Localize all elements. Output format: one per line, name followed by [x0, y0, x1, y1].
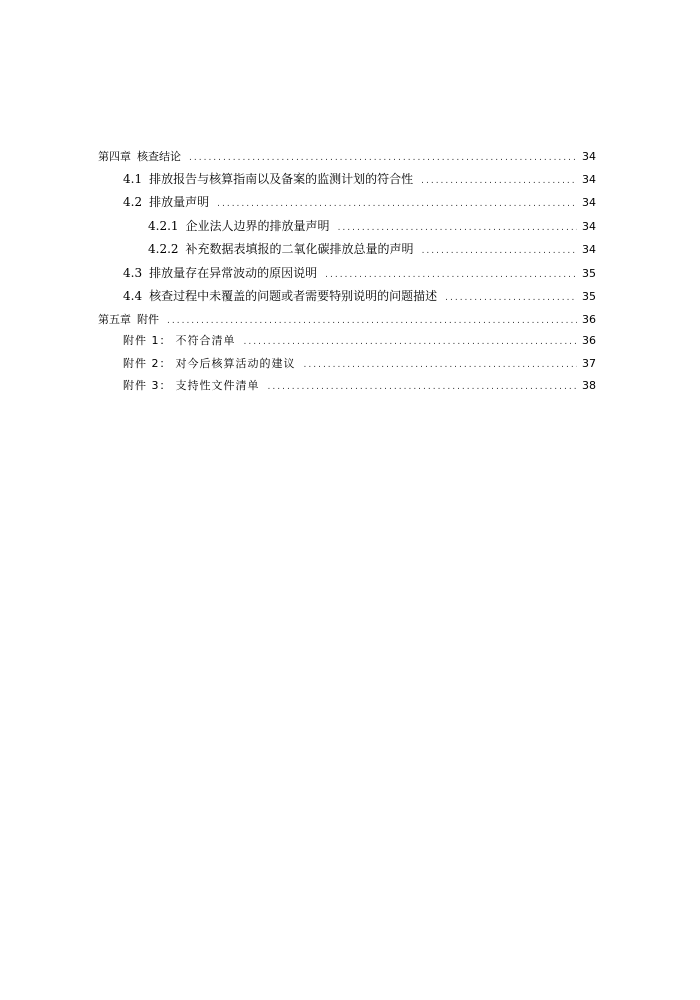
toc-leader-dots — [167, 316, 577, 326]
toc-section-number: 4.2 — [123, 195, 143, 209]
toc-entry-appendix-1[interactable] — [98, 332, 596, 355]
toc-entry-title: 不符合清单 — [175, 334, 236, 347]
toc-leader-dots — [325, 270, 577, 280]
toc-appendix-label: 附件 3： — [123, 379, 172, 392]
toc-entry-title: 排放量声明 — [149, 195, 210, 209]
toc-entry-chapter-4[interactable] — [98, 148, 596, 170]
toc-leader-dots — [217, 199, 577, 209]
toc-leader-dots — [244, 337, 578, 347]
toc-page-number: 35 — [582, 290, 596, 303]
toc-page-number: 34 — [582, 150, 596, 163]
toc-leader-dots — [304, 360, 578, 370]
toc-entry-title: 对今后核算活动的建议 — [175, 356, 296, 370]
toc-page-number: 36 — [582, 312, 596, 326]
toc-leader-dots — [422, 246, 577, 256]
toc-leader-dots — [338, 223, 577, 233]
toc-entry-title: 排放报告与核算指南以及备案的监测计划的符合性 — [149, 171, 414, 186]
toc-entry-title: 排放量存在异常波动的原因说明 — [149, 265, 318, 280]
toc-entry-chapter-5[interactable] — [98, 311, 596, 333]
toc-chapter-label: 第四章 — [98, 150, 131, 163]
toc-leader-dots — [421, 176, 577, 186]
toc-entry-appendix-2[interactable] — [98, 355, 596, 378]
toc-page-number: 35 — [582, 266, 596, 280]
toc-entry-title: 核查过程中未覆盖的问题或者需要特别说明的问题描述 — [149, 289, 438, 303]
toc-entry-4-3[interactable] — [98, 264, 596, 288]
toc-entry-title: 企业法人边界的排放量声明 — [185, 218, 330, 233]
toc-page-number: 38 — [582, 379, 596, 392]
toc-chapter-label: 第五章 — [98, 312, 131, 326]
toc-entry-4-2[interactable] — [98, 193, 596, 217]
toc-entry-4-2-1[interactable] — [98, 217, 596, 241]
toc-page-number: 34 — [582, 196, 596, 209]
table-of-contents — [98, 148, 596, 400]
toc-entry-title: 附件 — [137, 312, 159, 326]
toc-page-number: 34 — [582, 172, 596, 186]
toc-entry-appendix-3[interactable] — [98, 377, 596, 400]
toc-entry-4-4[interactable] — [98, 287, 596, 311]
toc-page-number: 34 — [582, 219, 596, 233]
toc-entry-4-1[interactable] — [98, 170, 596, 194]
toc-page-number: 37 — [582, 356, 596, 370]
toc-appendix-label: 附件 2： — [123, 356, 172, 370]
toc-section-number: 4.1 — [123, 171, 143, 186]
toc-section-number: 4.4 — [123, 289, 143, 303]
toc-section-number: 4.2.2 — [148, 242, 179, 256]
toc-entry-title: 支持性文件清单 — [175, 379, 260, 392]
toc-page-number: 34 — [582, 243, 596, 256]
toc-section-number: 4.3 — [123, 265, 143, 280]
toc-entry-title: 补充数据表填报的二氧化碳排放总量的声明 — [185, 242, 414, 256]
toc-leader-dots — [268, 382, 578, 392]
toc-leader-dots — [189, 153, 577, 163]
toc-appendix-label: 附件 1： — [123, 334, 172, 347]
toc-entry-4-2-2[interactable] — [98, 240, 596, 264]
toc-entry-title: 核查结论 — [137, 150, 181, 163]
toc-section-number: 4.2.1 — [148, 218, 179, 233]
toc-leader-dots — [445, 293, 577, 303]
toc-page-number: 36 — [582, 334, 596, 347]
